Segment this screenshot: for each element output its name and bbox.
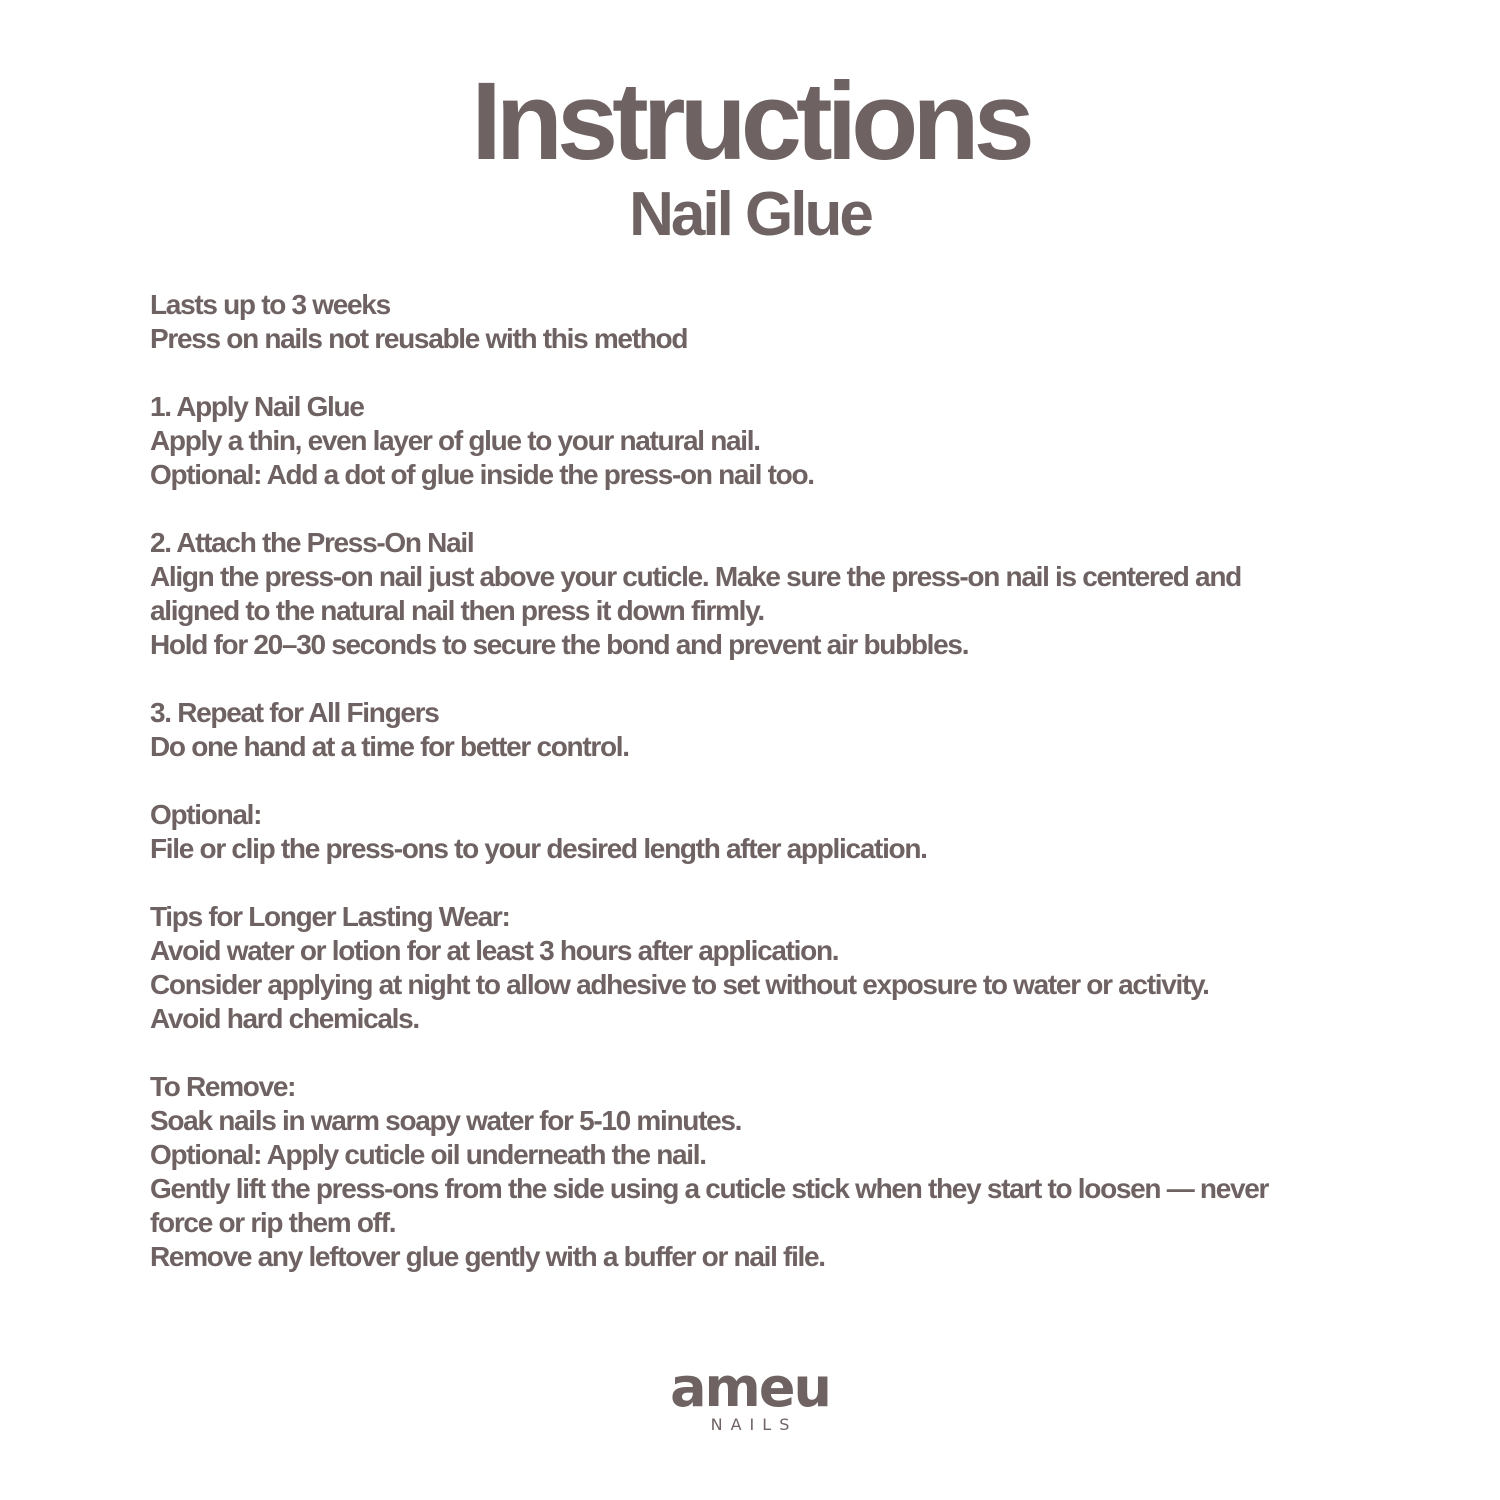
section-repeat xyxy=(150,696,1370,764)
instruction-line: Avoid hard chemicals. xyxy=(150,1003,419,1034)
instruction-line: Optional: Apply cuticle oil underneath the nail. xyxy=(150,1139,706,1170)
brand-logo-word: ameu xyxy=(670,1356,830,1419)
section-optional xyxy=(150,798,1370,866)
section-heading: 1. Apply Nail Glue xyxy=(150,391,364,422)
brand-logo xyxy=(600,1356,900,1434)
instruction-line: aligned to the natural nail then press it down firmly. xyxy=(150,595,764,626)
instruction-line: Avoid water or lotion for at least 3 hours after application. xyxy=(150,935,839,966)
instruction-line: Gently lift the press-ons from the side using a cuticle stick when they start to loosen — never xyxy=(150,1173,1269,1204)
brand-logo-subtitle: NAILS xyxy=(710,1415,798,1434)
instruction-line: Lasts up to 3 weeks xyxy=(150,289,390,320)
page-title: Instructions xyxy=(471,60,1029,183)
section-remove xyxy=(150,1070,1370,1274)
instruction-line: Optional: Add a dot of glue inside the press-on nail too. xyxy=(150,459,814,490)
section-heading: Optional: xyxy=(150,799,262,830)
instruction-line: Hold for 20–30 seconds to secure the bond and prevent air bubbles. xyxy=(150,629,969,660)
section-summary xyxy=(150,288,1370,356)
instruction-line: Apply a thin, even layer of glue to your natural nail. xyxy=(150,425,760,456)
instruction-line: Consider applying at night to allow adhesive to set without exposure to water or activity. xyxy=(150,969,1209,1000)
section-heading: 2. Attach the Press-On Nail xyxy=(150,527,474,558)
section-tips xyxy=(150,900,1370,1036)
section-apply-glue xyxy=(150,390,1370,492)
section-heading: To Remove: xyxy=(150,1071,296,1102)
instruction-line: force or rip them off. xyxy=(150,1207,396,1238)
section-heading: 3. Repeat for All Fingers xyxy=(150,697,439,728)
instruction-line: Align the press-on nail just above your cuticle. Make sure the press-on nail is centered and xyxy=(150,561,1241,592)
page-subtitle: Nail Glue xyxy=(629,180,871,249)
instructions-body xyxy=(150,288,1370,1308)
instruction-line: Soak nails in warm soapy water for 5-10 minutes. xyxy=(150,1105,742,1136)
section-heading: Tips for Longer Lasting Wear: xyxy=(150,901,510,932)
instruction-line: Do one hand at a time for better control. xyxy=(150,731,629,762)
instruction-line: File or clip the press-ons to your desired length after application. xyxy=(150,833,927,864)
section-attach-nail xyxy=(150,526,1370,662)
instruction-line: Press on nails not reusable with this method xyxy=(150,323,688,354)
instruction-line: Remove any leftover glue gently with a buffer or nail file. xyxy=(150,1241,825,1272)
